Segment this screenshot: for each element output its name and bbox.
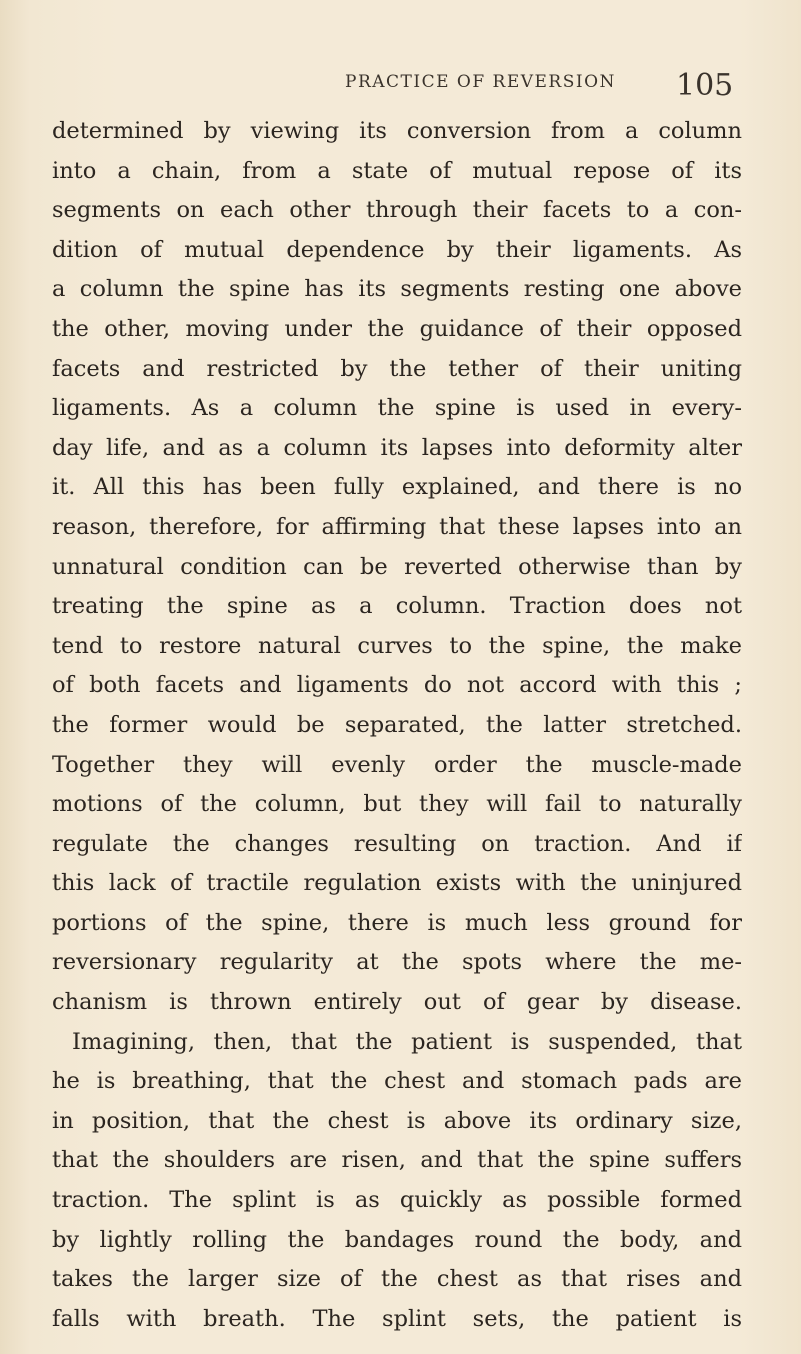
- text-line: segments on each other through their facets to a con-: [52, 197, 742, 224]
- body-text: [52, 112, 742, 1339]
- text-line: reason, therefore, for affirming that these lapses into an: [52, 513, 742, 540]
- text-line: reversionary regularity at the spots where the me-: [52, 949, 742, 976]
- text-line: portions of the spine, there is much less ground for: [52, 909, 742, 936]
- text-line: takes the larger size of the chest as that rises and: [52, 1266, 742, 1293]
- paragraph-start-line: Imagining, then, that the patient is suspended, that: [72, 1028, 742, 1055]
- text-line: tend to restore natural curves to the spine, the make: [52, 632, 742, 659]
- text-line: in position, that the chest is above its ordinary size,: [52, 1107, 742, 1134]
- text-line: the other, moving under the guidance of their opposed: [52, 315, 742, 342]
- text-line: a column the spine has its segments resting one above: [52, 276, 742, 303]
- text-line: traction. The splint is as quickly as possible formed: [52, 1187, 742, 1214]
- running-title: PRACTICE OF REVERSION: [345, 72, 616, 92]
- running-head: [0, 68, 801, 108]
- text-line: this lack of tractile regulation exists with the uninjured: [52, 870, 742, 897]
- text-line: dition of mutual dependence by their ligaments. As: [52, 236, 742, 263]
- text-line: facets and restricted by the tether of their uniting: [52, 355, 742, 382]
- text-line: unnatural condition can be reverted otherwise than by: [52, 553, 742, 580]
- text-line: chanism is thrown entirely out of gear by disease.: [52, 989, 742, 1016]
- text-line: day life, and as a column its lapses into deformity alter: [52, 434, 742, 461]
- text-line: it. All this has been fully explained, and there is no: [52, 474, 742, 501]
- text-line: into a chain, from a state of mutual repose of its: [52, 157, 742, 184]
- text-line: the former would be separated, the latter stretched.: [52, 711, 742, 738]
- text-line: ligaments. As a column the spine is used in every-: [52, 395, 742, 422]
- text-line: Together they will evenly order the muscle-made: [52, 751, 742, 778]
- text-line: determined by viewing its conversion from a column: [52, 118, 742, 144]
- text-line: of both facets and ligaments do not accord with this ;: [52, 672, 742, 699]
- text-line: falls with breath. The splint sets, the patient is: [52, 1305, 742, 1332]
- text-line: motions of the column, but they will fail to naturally: [52, 791, 742, 818]
- text-line: that the shoulders are risen, and that the spine suffers: [52, 1147, 742, 1174]
- page-number: 105: [676, 68, 734, 103]
- text-line: he is breathing, that the chest and stomach pads are: [52, 1068, 742, 1095]
- text-line: treating the spine as a column. Traction does not: [52, 593, 742, 620]
- text-line: by lightly rolling the bandages round the body, and: [52, 1226, 742, 1253]
- text-line: regulate the changes resulting on traction. And if: [52, 830, 742, 857]
